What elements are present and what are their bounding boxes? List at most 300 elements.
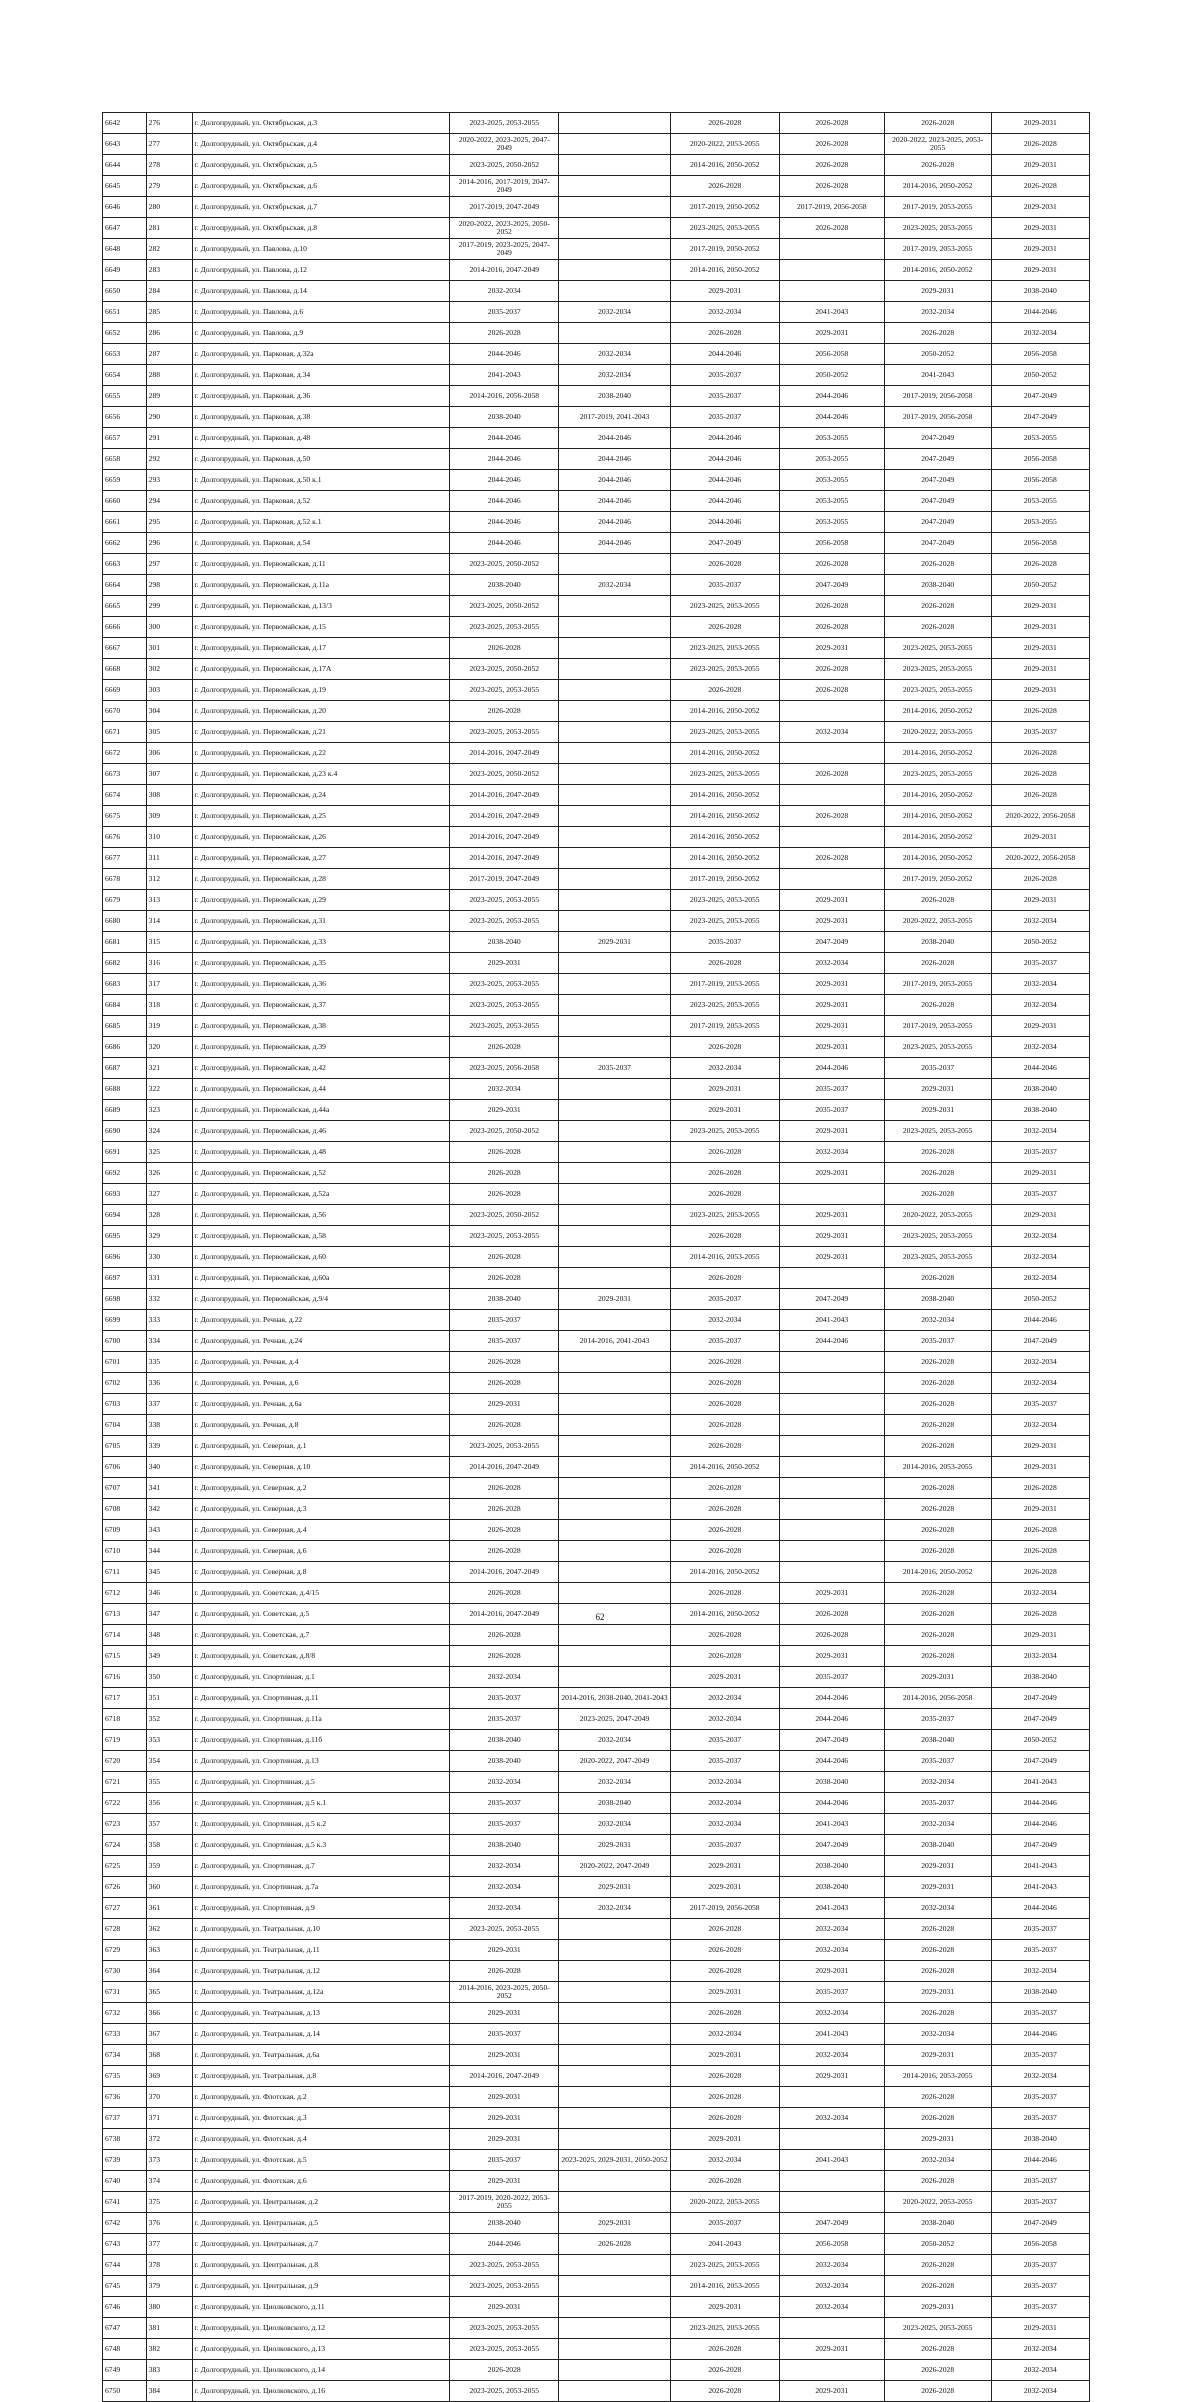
table-row <box>103 617 1090 638</box>
period-cell: 2038-2040 <box>450 2213 559 2234</box>
address-cell: г. Долгопрудный, ул. Парковая, д.36 <box>192 386 450 407</box>
row-number-cell: 6644 <box>103 155 147 176</box>
period-cell: 2032-2034 <box>991 1415 1089 1436</box>
address-cell: г. Долгопрудный, ул. Театральная, д.6а <box>192 2045 450 2066</box>
period-cell: 2026-2028 <box>450 1415 559 1436</box>
period-cell: 2044-2046 <box>779 407 884 428</box>
row-number-cell: 6685 <box>103 1016 147 1037</box>
period-cell: 2023-2025, 2053-2055 <box>450 2255 559 2276</box>
address-cell: г. Долгопрудный, ул. Спортивная, д.5 к.3 <box>192 1835 450 1856</box>
item-number-cell: 292 <box>146 449 192 470</box>
address-cell: г. Долгопрудный, ул. Первомайская, д.60 <box>192 1247 450 1268</box>
address-cell: г. Долгопрудный, ул. Речная, д.6а <box>192 1394 450 1415</box>
item-number-cell: 345 <box>146 1562 192 1583</box>
item-number-cell: 348 <box>146 1625 192 1646</box>
item-number-cell: 364 <box>146 1961 192 1982</box>
period-cell: 2026-2028 <box>450 1163 559 1184</box>
period-cell: 2029-2031 <box>779 323 884 344</box>
period-cell: 2023-2025, 2053-2055 <box>450 890 559 911</box>
period-cell: 2035-2037 <box>884 1709 991 1730</box>
period-cell: 2032-2034 <box>991 1583 1089 1604</box>
address-cell: г. Долгопрудный, ул. Павлова, д.14 <box>192 281 450 302</box>
address-cell: г. Долгопрудный, ул. Центральная, д.2 <box>192 2192 450 2213</box>
period-cell: 2026-2028 <box>450 701 559 722</box>
period-cell <box>559 2318 670 2339</box>
period-cell: 2023-2025, 2050-2052 <box>450 596 559 617</box>
table-row <box>103 1667 1090 1688</box>
period-cell: 2029-2031 <box>884 1856 991 1877</box>
item-number-cell: 320 <box>146 1037 192 1058</box>
table-row <box>103 1709 1090 1730</box>
period-cell <box>779 743 884 764</box>
row-number-cell: 6702 <box>103 1373 147 1394</box>
address-cell: г. Долгопрудный, ул. Спортивная, д.5 <box>192 1772 450 1793</box>
period-cell: 2026-2028 <box>670 1940 779 1961</box>
period-cell: 2056-2058 <box>991 470 1089 491</box>
item-number-cell: 319 <box>146 1016 192 1037</box>
period-cell <box>559 785 670 806</box>
address-cell: г. Долгопрудный, ул. Первомайская, д.20 <box>192 701 450 722</box>
period-cell <box>559 659 670 680</box>
period-cell: 2023-2025, 2053-2055 <box>884 764 991 785</box>
item-number-cell: 280 <box>146 197 192 218</box>
period-cell: 2026-2028 <box>884 1919 991 1940</box>
table-row <box>103 1499 1090 1520</box>
address-cell: г. Долгопрудный, ул. Северная, д.3 <box>192 1499 450 1520</box>
period-cell: 2026-2028 <box>670 554 779 575</box>
period-cell <box>779 2360 884 2381</box>
address-cell: г. Долгопрудный, ул. Павлова, д.6 <box>192 302 450 323</box>
item-number-cell: 277 <box>146 134 192 155</box>
period-cell: 2026-2028 <box>884 1961 991 1982</box>
item-number-cell: 310 <box>146 827 192 848</box>
item-number-cell: 359 <box>146 1856 192 1877</box>
period-cell: 2029-2031 <box>670 2129 779 2150</box>
period-cell: 2029-2031 <box>450 2108 559 2129</box>
period-cell: 2026-2028 <box>779 617 884 638</box>
table-row <box>103 2255 1090 2276</box>
period-cell: 2026-2028 <box>670 113 779 134</box>
period-cell <box>559 1541 670 1562</box>
period-cell: 2014-2016, 2047-2049 <box>450 2066 559 2087</box>
item-number-cell: 328 <box>146 1205 192 1226</box>
period-cell <box>559 2087 670 2108</box>
period-cell: 2029-2031 <box>559 1289 670 1310</box>
item-number-cell: 358 <box>146 1835 192 1856</box>
period-cell: 2023-2025, 2053-2055 <box>450 2276 559 2297</box>
period-cell: 2038-2040 <box>884 1289 991 1310</box>
row-number-cell: 6648 <box>103 239 147 260</box>
period-cell: 2032-2034 <box>884 1772 991 1793</box>
address-cell: г. Долгопрудный, ул. Северная, д.6 <box>192 1541 450 1562</box>
period-cell: 2047-2049 <box>991 386 1089 407</box>
period-cell: 2014-2016, 2047-2049 <box>450 1457 559 1478</box>
table-row <box>103 785 1090 806</box>
address-cell: г. Долгопрудный, ул. Спортивная, д.11а <box>192 1709 450 1730</box>
row-number-cell: 6666 <box>103 617 147 638</box>
period-cell: 2026-2028 <box>450 1268 559 1289</box>
period-cell: 2047-2049 <box>779 1730 884 1751</box>
period-cell: 2026-2028 <box>991 1604 1089 1625</box>
item-number-cell: 350 <box>146 1667 192 1688</box>
period-cell: 2053-2055 <box>779 449 884 470</box>
period-cell: 2023-2025, 2053-2055 <box>884 659 991 680</box>
period-cell: 2014-2016, 2053-2055 <box>670 2276 779 2297</box>
period-cell: 2026-2028 <box>670 2360 779 2381</box>
period-cell: 2026-2028 <box>779 596 884 617</box>
period-cell: 2014-2016, 2047-2049 <box>450 1604 559 1625</box>
address-cell: г. Долгопрудный, ул. Первомайская, д.13/3 <box>192 596 450 617</box>
period-cell: 2050-2052 <box>779 365 884 386</box>
item-number-cell: 356 <box>146 1793 192 1814</box>
period-cell: 2017-2019, 2056-2058 <box>779 197 884 218</box>
item-number-cell: 344 <box>146 1541 192 1562</box>
period-cell: 2053-2055 <box>991 512 1089 533</box>
period-cell: 2035-2037 <box>450 1331 559 1352</box>
period-cell <box>559 911 670 932</box>
period-cell: 2035-2037 <box>779 1100 884 1121</box>
period-cell: 2056-2058 <box>779 344 884 365</box>
table-row <box>103 239 1090 260</box>
period-cell: 2026-2028 <box>991 1478 1089 1499</box>
period-cell: 2032-2034 <box>559 365 670 386</box>
period-cell: 2041-2043 <box>779 1310 884 1331</box>
period-cell: 2047-2049 <box>779 1835 884 1856</box>
row-number-cell: 6669 <box>103 680 147 701</box>
period-cell: 2026-2028 <box>670 953 779 974</box>
period-cell: 2038-2040 <box>450 1730 559 1751</box>
item-number-cell: 284 <box>146 281 192 302</box>
item-number-cell: 353 <box>146 1730 192 1751</box>
table-row <box>103 1541 1090 1562</box>
item-number-cell: 307 <box>146 764 192 785</box>
period-cell: 2029-2031 <box>779 638 884 659</box>
item-number-cell: 369 <box>146 2066 192 2087</box>
period-cell: 2029-2031 <box>559 932 670 953</box>
address-cell: г. Долгопрудный, ул. Павлова, д.12 <box>192 260 450 281</box>
period-cell: 2026-2028 <box>559 2234 670 2255</box>
period-cell <box>779 1436 884 1457</box>
table-row <box>103 575 1090 596</box>
period-cell: 2047-2049 <box>884 428 991 449</box>
period-cell: 2035-2037 <box>779 1982 884 2003</box>
row-number-cell: 6664 <box>103 575 147 596</box>
period-cell: 2035-2037 <box>991 2045 1089 2066</box>
address-cell: г. Долгопрудный, ул. Первомайская, д.44а <box>192 1100 450 1121</box>
table-row <box>103 890 1090 911</box>
period-cell: 2026-2028 <box>670 1142 779 1163</box>
table-row <box>103 1121 1090 1142</box>
period-cell: 2050-2052 <box>884 2234 991 2255</box>
period-cell: 2023-2025, 2053-2055 <box>450 722 559 743</box>
period-cell: 2026-2028 <box>450 1646 559 1667</box>
period-cell: 2044-2046 <box>991 1793 1089 1814</box>
table-row <box>103 176 1090 197</box>
period-cell: 2020-2022, 2053-2055 <box>670 134 779 155</box>
period-cell: 2017-2019, 2050-2052 <box>670 239 779 260</box>
address-cell: г. Долгопрудный, ул. Флотская, д.3 <box>192 2108 450 2129</box>
period-cell: 2023-2025, 2053-2055 <box>450 1016 559 1037</box>
period-cell: 2044-2046 <box>991 1310 1089 1331</box>
period-cell: 2032-2034 <box>779 2108 884 2129</box>
period-cell <box>559 1016 670 1037</box>
period-cell: 2035-2037 <box>991 1142 1089 1163</box>
period-cell: 2020-2022, 2047-2049 <box>559 1751 670 1772</box>
period-cell: 2029-2031 <box>450 2171 559 2192</box>
table-row <box>103 1751 1090 1772</box>
address-cell: г. Долгопрудный, ул. Первомайская, д.17 <box>192 638 450 659</box>
period-cell: 2026-2028 <box>884 1394 991 1415</box>
address-cell: г. Долгопрудный, ул. Флотская, д.5 <box>192 2150 450 2171</box>
period-cell: 2029-2031 <box>779 890 884 911</box>
address-cell: г. Долгопрудный, ул. Театральная, д.12а <box>192 1982 450 2003</box>
period-cell: 2026-2028 <box>884 1184 991 1205</box>
period-cell: 2026-2028 <box>670 680 779 701</box>
item-number-cell: 294 <box>146 491 192 512</box>
period-cell: 2032-2034 <box>991 323 1089 344</box>
period-cell <box>559 953 670 974</box>
item-number-cell: 334 <box>146 1331 192 1352</box>
period-cell: 2029-2031 <box>779 1205 884 1226</box>
period-cell: 2044-2046 <box>450 491 559 512</box>
address-cell: г. Долгопрудный, ул. Театральная, д.11 <box>192 1940 450 1961</box>
table-row <box>103 1520 1090 1541</box>
period-cell: 2029-2031 <box>670 1856 779 1877</box>
address-cell: г. Долгопрудный, ул. Флотская, д.6 <box>192 2171 450 2192</box>
row-number-cell: 6743 <box>103 2234 147 2255</box>
period-cell: 2032-2034 <box>670 1709 779 1730</box>
period-cell <box>559 1226 670 1247</box>
period-cell: 2023-2025, 2053-2055 <box>670 596 779 617</box>
table-row <box>103 1415 1090 1436</box>
address-cell: г. Долгопрудный, ул. Первомайская, д.11 <box>192 554 450 575</box>
address-cell: г. Долгопрудный, ул. Центральная, д.5 <box>192 2213 450 2234</box>
row-number-cell: 6689 <box>103 1100 147 1121</box>
period-cell: 2035-2037 <box>991 2276 1089 2297</box>
item-number-cell: 373 <box>146 2150 192 2171</box>
period-cell: 2053-2055 <box>779 512 884 533</box>
period-cell: 2050-2052 <box>991 1289 1089 1310</box>
period-cell: 2020-2022, 2023-2025, 2053-2055 <box>884 134 991 155</box>
period-cell: 2023-2025, 2053-2055 <box>450 2381 559 2402</box>
period-cell: 2026-2028 <box>884 1646 991 1667</box>
table-row <box>103 848 1090 869</box>
item-number-cell: 372 <box>146 2129 192 2150</box>
address-cell: г. Долгопрудный, ул. Северная, д.4 <box>192 1520 450 1541</box>
period-cell: 2029-2031 <box>450 2087 559 2108</box>
row-number-cell: 6715 <box>103 1646 147 1667</box>
period-cell: 2032-2034 <box>779 1919 884 1940</box>
period-cell: 2026-2028 <box>779 848 884 869</box>
period-cell <box>559 995 670 1016</box>
item-number-cell: 360 <box>146 1877 192 1898</box>
period-cell: 2026-2028 <box>670 323 779 344</box>
period-cell: 2029-2031 <box>991 197 1089 218</box>
row-number-cell: 6665 <box>103 596 147 617</box>
row-number-cell: 6693 <box>103 1184 147 1205</box>
table-row <box>103 1331 1090 1352</box>
row-number-cell: 6688 <box>103 1079 147 1100</box>
period-cell <box>559 2381 670 2402</box>
period-cell: 2047-2049 <box>884 470 991 491</box>
period-cell: 2032-2034 <box>559 302 670 323</box>
period-cell: 2023-2025, 2053-2055 <box>884 218 991 239</box>
item-number-cell: 279 <box>146 176 192 197</box>
table-row <box>103 533 1090 554</box>
period-cell: 2035-2037 <box>991 1940 1089 1961</box>
period-cell <box>559 155 670 176</box>
period-cell <box>559 218 670 239</box>
item-number-cell: 341 <box>146 1478 192 1499</box>
period-cell: 2032-2034 <box>991 911 1089 932</box>
item-number-cell: 287 <box>146 344 192 365</box>
item-number-cell: 331 <box>146 1268 192 1289</box>
row-number-cell: 6726 <box>103 1877 147 1898</box>
address-cell: г. Долгопрудный, ул. Центральная, д.7 <box>192 2234 450 2255</box>
item-number-cell: 330 <box>146 1247 192 1268</box>
period-cell: 2038-2040 <box>884 575 991 596</box>
row-number-cell: 6748 <box>103 2339 147 2360</box>
period-cell: 2026-2028 <box>779 113 884 134</box>
period-cell: 2026-2028 <box>779 680 884 701</box>
row-number-cell: 6709 <box>103 1520 147 1541</box>
period-cell: 2056-2058 <box>991 449 1089 470</box>
table-row <box>103 2360 1090 2381</box>
period-cell: 2047-2049 <box>991 1835 1089 1856</box>
period-cell: 2047-2049 <box>779 575 884 596</box>
item-number-cell: 315 <box>146 932 192 953</box>
period-cell: 2032-2034 <box>884 2024 991 2045</box>
period-cell <box>779 2171 884 2192</box>
period-cell <box>559 1142 670 1163</box>
row-number-cell: 6695 <box>103 1226 147 1247</box>
period-cell: 2041-2043 <box>670 2234 779 2255</box>
period-cell: 2032-2034 <box>991 1352 1089 1373</box>
period-cell: 2023-2025, 2053-2055 <box>670 218 779 239</box>
table-row <box>103 1436 1090 1457</box>
item-number-cell: 378 <box>146 2255 192 2276</box>
table-row <box>103 155 1090 176</box>
period-cell: 2044-2046 <box>991 2150 1089 2171</box>
row-number-cell: 6714 <box>103 1625 147 1646</box>
item-number-cell: 376 <box>146 2213 192 2234</box>
period-cell: 2023-2025, 2056-2058 <box>450 1058 559 1079</box>
row-number-cell: 6712 <box>103 1583 147 1604</box>
table-row <box>103 323 1090 344</box>
item-number-cell: 304 <box>146 701 192 722</box>
address-cell: г. Долгопрудный, ул. Первомайская, д.38 <box>192 1016 450 1037</box>
period-cell <box>559 1373 670 1394</box>
table-row <box>103 2381 1090 2402</box>
period-cell: 2023-2025, 2053-2055 <box>884 638 991 659</box>
period-cell: 2029-2031 <box>779 2381 884 2402</box>
row-number-cell: 6663 <box>103 554 147 575</box>
period-cell: 2044-2046 <box>991 1814 1089 1835</box>
address-cell: г. Долгопрудный, ул. Парковая, д.48 <box>192 428 450 449</box>
period-cell: 2029-2031 <box>670 2045 779 2066</box>
period-cell: 2038-2040 <box>450 1835 559 1856</box>
table-row <box>103 428 1090 449</box>
row-number-cell: 6653 <box>103 344 147 365</box>
period-cell: 2014-2016, 2050-2052 <box>884 848 991 869</box>
table-row <box>103 2318 1090 2339</box>
period-cell <box>559 1436 670 1457</box>
period-cell: 2026-2028 <box>991 764 1089 785</box>
table-row <box>103 1352 1090 1373</box>
period-cell: 2014-2016, 2050-2052 <box>670 701 779 722</box>
period-cell: 2053-2055 <box>991 491 1089 512</box>
period-cell: 2032-2034 <box>779 722 884 743</box>
period-cell: 2026-2028 <box>884 1436 991 1457</box>
period-cell <box>559 1079 670 1100</box>
period-cell: 2032-2034 <box>559 344 670 365</box>
period-cell: 2017-2019, 2053-2055 <box>884 239 991 260</box>
period-cell: 2035-2037 <box>670 1331 779 1352</box>
item-number-cell: 349 <box>146 1646 192 1667</box>
address-cell: г. Долгопрудный, ул. Первомайская, д.37 <box>192 995 450 1016</box>
item-number-cell: 375 <box>146 2192 192 2213</box>
period-cell <box>559 2297 670 2318</box>
row-number-cell: 6655 <box>103 386 147 407</box>
period-cell: 2026-2028 <box>884 1583 991 1604</box>
address-cell: г. Долгопрудный, ул. Спортивная, д.13 <box>192 1751 450 1772</box>
period-cell <box>559 1268 670 1289</box>
period-cell: 2014-2016, 2053-2055 <box>670 1247 779 1268</box>
table-row <box>103 1772 1090 1793</box>
table-row <box>103 596 1090 617</box>
period-cell: 2032-2034 <box>991 2381 1089 2402</box>
period-cell: 2056-2058 <box>779 2234 884 2255</box>
row-number-cell: 6723 <box>103 1814 147 1835</box>
row-number-cell: 6680 <box>103 911 147 932</box>
period-cell: 2032-2034 <box>884 302 991 323</box>
period-cell: 2032-2034 <box>450 1856 559 1877</box>
period-cell: 2032-2034 <box>450 1898 559 1919</box>
period-cell: 2026-2028 <box>670 617 779 638</box>
row-number-cell: 6661 <box>103 512 147 533</box>
period-cell: 2044-2046 <box>779 1688 884 1709</box>
period-cell: 2014-2016, 2050-2052 <box>670 806 779 827</box>
address-cell: г. Долгопрудный, ул. Советская, д.7 <box>192 1625 450 1646</box>
period-cell <box>779 701 884 722</box>
period-cell: 2026-2028 <box>779 134 884 155</box>
period-cell: 2044-2046 <box>450 533 559 554</box>
item-number-cell: 342 <box>146 1499 192 1520</box>
row-number-cell: 6694 <box>103 1205 147 1226</box>
period-cell: 2047-2049 <box>991 1709 1089 1730</box>
row-number-cell: 6686 <box>103 1037 147 1058</box>
period-cell: 2026-2028 <box>884 995 991 1016</box>
period-cell: 2032-2034 <box>450 1877 559 1898</box>
period-cell: 2017-2019, 2023-2025, 2047-2049 <box>450 239 559 260</box>
item-number-cell: 321 <box>146 1058 192 1079</box>
period-cell: 2032-2034 <box>559 1898 670 1919</box>
period-cell: 2029-2031 <box>991 239 1089 260</box>
table-row <box>103 974 1090 995</box>
period-cell <box>779 1184 884 1205</box>
period-cell <box>779 281 884 302</box>
table-row <box>103 1940 1090 1961</box>
period-cell <box>779 1457 884 1478</box>
period-cell: 2047-2049 <box>884 449 991 470</box>
period-cell: 2026-2028 <box>670 1541 779 1562</box>
row-number-cell: 6724 <box>103 1835 147 1856</box>
period-cell: 2026-2028 <box>884 1478 991 1499</box>
period-cell <box>559 722 670 743</box>
row-number-cell: 6671 <box>103 722 147 743</box>
period-cell: 2026-2028 <box>991 1520 1089 1541</box>
period-cell <box>559 197 670 218</box>
